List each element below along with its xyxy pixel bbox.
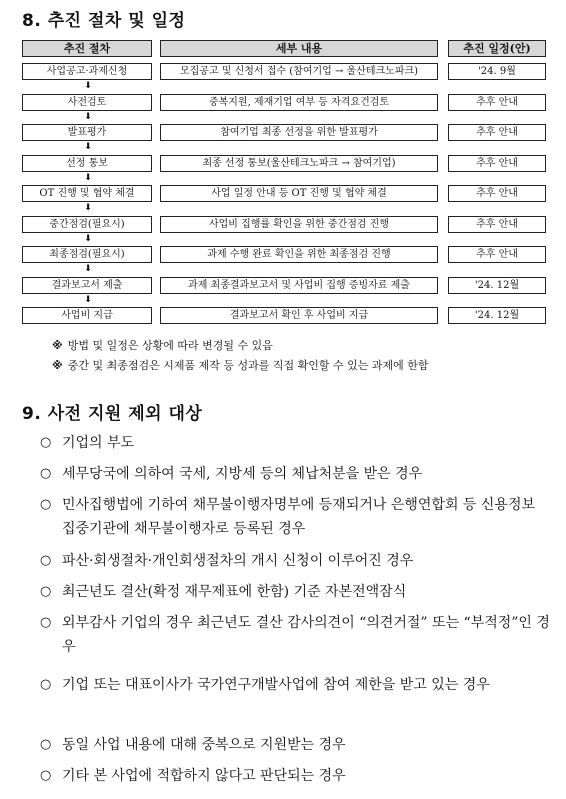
note-mark: ※ <box>52 339 63 352</box>
schedule-cell: 추후 안내 <box>448 94 546 111</box>
circle-bullet-icon: ○ <box>40 497 52 512</box>
header-schedule: 추진 일정(안) <box>448 40 546 57</box>
down-arrow-icon: ⬇ <box>84 294 92 305</box>
detail-cell: 과제 최종결과보고서 및 사업비 집행 증빙자료 제출 <box>160 277 438 294</box>
list-item-text: 세무당국에 의하여 국세, 지방세 등의 체납처분을 받은 경우 <box>62 466 423 482</box>
down-arrow-icon: ⬇ <box>84 111 92 122</box>
down-arrow-icon: ⬇ <box>84 233 92 244</box>
step-cell: 결과보고서 제출 <box>22 277 152 294</box>
list-item-text: 외부감사 기업의 경우 최근년도 결산 감사의견이 “의견거절” 또는 “부적정”인 경우 <box>62 615 550 655</box>
schedule-cell: 추후 안내 <box>448 185 546 202</box>
list-item-text: 최근년도 결산(확정 재무제표에 한함) 기준 자본전액잠식 <box>62 584 407 600</box>
list-item-text: 기업 또는 대표이사가 국가연구개발사업에 참여 제한을 받고 있는 경우 <box>62 677 490 693</box>
schedule-cell: 추후 안내 <box>448 216 546 233</box>
down-arrow-icon: ⬇ <box>84 264 92 274</box>
detail-cell: 과제 수행 완료 확인을 위한 최종점검 진행 <box>160 246 438 263</box>
circle-bullet-icon: ○ <box>40 768 52 783</box>
circle-bullet-icon: ○ <box>40 615 52 630</box>
step-cell: 사전검토 <box>22 94 152 111</box>
schedule-cell: 추후 안내 <box>448 124 546 141</box>
header-step: 추진 절차 <box>22 40 152 57</box>
schedule-cell: 추후 안내 <box>448 155 546 172</box>
circle-bullet-icon: ○ <box>40 435 52 450</box>
detail-cell: 참여기업 최종 선정을 위한 발표평가 <box>160 124 438 141</box>
step-cell: 중간점검(필요시) <box>22 216 152 233</box>
list-item-text: 민사집행법에 기하여 채무불이행자명부에 등재되거나 은행연합회 등 신용정보 집중기관에 채무불이행자로 등록된 경우 <box>62 497 535 537</box>
step-cell: 사업비 지급 <box>22 307 152 324</box>
down-arrow-icon: ⬇ <box>84 81 92 91</box>
section-9-title: 9. 사전 지원 제외 대상 <box>22 404 203 424</box>
detail-cell: 사업 일정 안내 등 OT 진행 및 협약 체결 <box>160 185 438 202</box>
note-1 <box>52 337 273 353</box>
circle-bullet-icon: ○ <box>40 737 52 752</box>
note-text: 중간 및 최종점검은 시제품 제작 등 성과를 직접 확인할 수 있는 과제에 한함 <box>67 359 429 372</box>
circle-bullet-icon: ○ <box>40 584 52 599</box>
schedule-cell: '24. 12월 <box>448 277 546 294</box>
detail-cell: 모집공고 및 신청서 접수 (참여기업 → 울산테크노파크) <box>160 63 438 80</box>
note-mark: ※ <box>52 359 63 372</box>
schedule-cell: 추후 안내 <box>448 246 546 263</box>
down-arrow-icon: ⬇ <box>84 203 92 213</box>
schedule-cell: '24. 12월 <box>448 307 546 324</box>
down-arrow-icon: ⬇ <box>84 172 92 183</box>
step-cell: 발표평가 <box>22 124 152 141</box>
step-cell: OT 진행 및 협약 체결 <box>22 185 152 202</box>
list-item-text: 파산·회생절차·개인회생절차의 개시 신청이 이루어진 경우 <box>62 553 414 569</box>
detail-cell: 중복지원, 제재기업 여부 등 자격요건검토 <box>160 94 438 111</box>
list-item-text: 동일 사업 내용에 대해 중복으로 지원받는 경우 <box>62 737 346 753</box>
detail-cell: 결과보고서 확인 후 사업비 지급 <box>160 307 438 324</box>
section-8-title: 8. 추진 절차 및 일정 <box>22 11 186 31</box>
note-text: 방법 및 일정은 상황에 따라 변경될 수 있음 <box>67 339 273 352</box>
header-detail: 세부 내용 <box>160 40 438 57</box>
step-cell: 사업공고·과제신청 <box>22 63 152 80</box>
step-cell: 선정 통보 <box>22 155 152 172</box>
detail-cell: 사업비 집행률 확인을 위한 중간점검 진행 <box>160 216 438 233</box>
circle-bullet-icon: ○ <box>40 677 52 692</box>
step-cell: 최종점검(필요시) <box>22 246 152 263</box>
note-2 <box>52 357 428 373</box>
detail-cell: 최종 선정 통보(울산테크노파크 → 참여기업) <box>160 155 438 172</box>
down-arrow-icon: ⬇ <box>84 142 92 152</box>
circle-bullet-icon: ○ <box>40 466 52 481</box>
list-item-text: 기타 본 사업에 적합하지 않다고 판단되는 경우 <box>62 768 346 784</box>
list-item-text: 기업의 부도 <box>62 435 135 451</box>
schedule-cell: '24. 9월 <box>448 63 546 80</box>
circle-bullet-icon: ○ <box>40 553 52 568</box>
